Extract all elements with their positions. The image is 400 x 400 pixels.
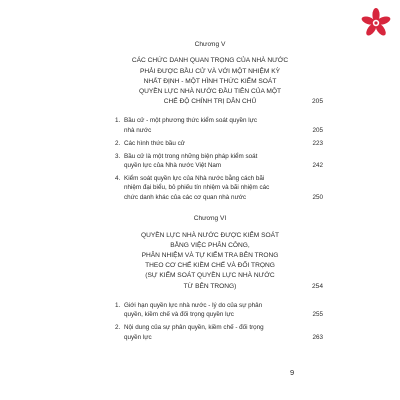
chapter-5-section <box>115 40 323 202</box>
chapter-5-page-number: 205 <box>311 98 323 106</box>
chapter-6-title-line: QUYỀN LỰC NHÀ NƯỚC ĐƯỢC KIỂM SOÁT <box>140 231 280 239</box>
entry-title: Nội dung của sự phân quyền, kiềm chế - đối trọng quyền lực <box>124 324 264 341</box>
chapter-6-title-line: (SỰ KIỂM SOÁT QUYỀN LỰC NHÀ NƯỚC <box>145 272 275 280</box>
chapter-5-title-line: NHẤT ĐỊNH - MỘT HÌNH THỨC KIỂM SOÁT <box>143 77 277 85</box>
toc-entry[interactable] <box>115 152 323 171</box>
toc-entry[interactable] <box>115 301 323 320</box>
entry-page: 255 <box>312 311 323 319</box>
chapter-6-label: Chương VI <box>193 215 227 223</box>
entry-number: 1. <box>115 117 121 125</box>
table-of-contents <box>115 40 323 345</box>
entry-page: 223 <box>312 139 323 147</box>
page-number: 9 <box>290 368 295 377</box>
entry-title: Bầu cử là một trong những biện pháp kiểm soát quyền lực của Nhà nước Việt Nam <box>124 152 258 170</box>
chapter-5-entries <box>115 116 323 202</box>
chapter-6-title-line: PHÂN NHIỆM VÀ TỰ KIỂM TRA BÊN TRONG <box>141 251 279 259</box>
entry-title: Bầu cử - một phương thức kiểm soát quyền lực nhà nước <box>124 117 257 134</box>
chapter-5-title-line: CÁC CHỨC DANH QUAN TRỌNG CỦA NHÀ NƯỚC <box>131 57 289 65</box>
toc-entry[interactable] <box>115 116 323 135</box>
chapter-5-title-line: PHẢI ĐƯỢC BẦU CỬ VÀ VỚI MỘT NHIỆM KỲ <box>139 67 281 75</box>
chapter-5-title-line: CHẾ ĐỘ CHÍNH TRỊ DÂN CHỦ <box>163 98 257 106</box>
entry-title: Giới hạn quyền lực nhà nước - lý do của sự phân quyền, kiềm chế và đối trọng quyền lực <box>124 301 263 319</box>
entry-number: 1. <box>115 301 121 309</box>
chapter-6-title-line: BẰNG VIỆC PHÂN CÔNG, <box>170 241 250 249</box>
entry-number: 2. <box>115 139 121 147</box>
toc-entry[interactable] <box>115 174 323 202</box>
chapter-6-title <box>115 231 323 292</box>
chapter-6-section <box>115 214 323 342</box>
entry-number: 4. <box>115 174 121 182</box>
toc-entry[interactable] <box>115 139 323 148</box>
entry-page: 242 <box>312 162 323 170</box>
chapter-6-title-line: THEO CƠ CHẾ KIỀM CHẾ VÀ ĐỐI TRỌNG <box>145 262 275 270</box>
chapter-6-title-line: TỪ BÊN TRONG) <box>183 282 237 290</box>
toc-entry[interactable] <box>115 323 323 342</box>
chapter-5-title <box>115 56 323 107</box>
entry-number: 2. <box>115 324 121 332</box>
entry-title: Kiểm soát quyền lực của Nhà nước bằng cách bãi nhiệm đại biểu, bỏ phiếu tín nhiệm và bãi nhiệm các chức danh khác của các cơ quan nhà nước <box>124 174 270 201</box>
entry-title: Các hình thức bầu cử <box>124 139 185 147</box>
chapter-6-entries <box>115 301 323 342</box>
entry-page: 263 <box>312 333 323 341</box>
chapter-5-title-line: QUYỀN LỰC NHÀ NƯỚC ĐẦU TIÊN CỦA MỘT <box>138 88 282 96</box>
flower-ornament-icon <box>361 8 391 38</box>
chapter-6-page-number: 254 <box>311 282 323 290</box>
entry-page: 250 <box>312 193 323 201</box>
chapter-5-label: Chương V <box>194 41 226 48</box>
entry-number: 3. <box>115 152 121 160</box>
entry-page: 205 <box>312 126 323 134</box>
